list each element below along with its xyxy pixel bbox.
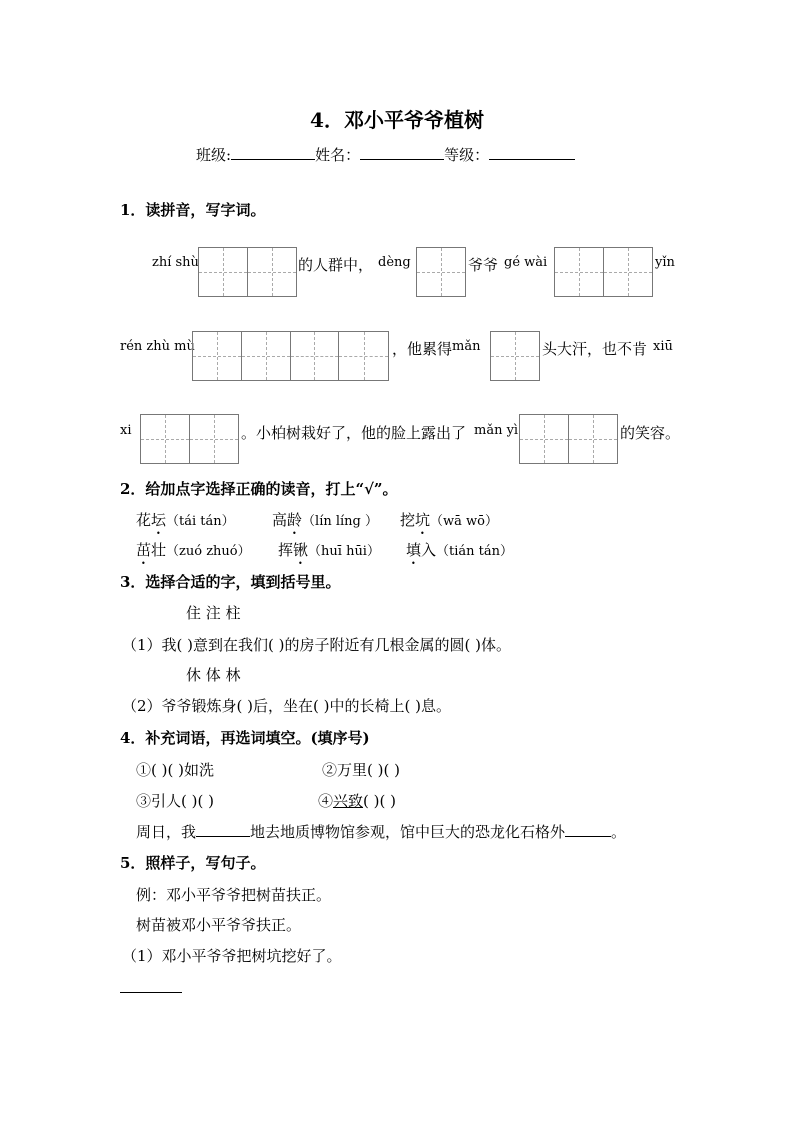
q3-choice-chars: 住 注 柱	[186, 604, 241, 622]
q1-pinyin: xiū	[653, 339, 673, 354]
q1-writing-grid[interactable]	[554, 247, 653, 297]
q1-pinyin: rén zhù mù	[120, 339, 195, 354]
q4-blank[interactable]	[565, 821, 611, 837]
q1-pinyin: zhí shù	[152, 255, 199, 270]
q2-item[interactable]: 茁壮（zuó zhuó）	[136, 541, 251, 559]
q4-word-blank[interactable]: ②万里( )( )	[322, 761, 400, 779]
q1-text: 的人群中，	[298, 256, 374, 274]
q1-writing-grid[interactable]	[140, 414, 239, 464]
class-label: 班级:	[196, 146, 232, 164]
q2-item[interactable]: 高龄（lín líng ）	[272, 511, 378, 529]
q1-text: 的笑容。	[620, 424, 681, 442]
q4-heading: 4．补充词语，再选词填空。(填序号)	[120, 729, 370, 747]
student-info-row	[196, 144, 575, 165]
q1-writing-grid[interactable]	[198, 247, 297, 297]
q4-word-blank[interactable]: ④兴致( )( )	[318, 792, 396, 810]
q2-item[interactable]: 挖坑（wā wō）	[400, 511, 498, 529]
q1-pinyin: gé wài	[504, 255, 548, 270]
q5-item: （1）邓小平爷爷把树坑挖好了。	[122, 947, 342, 965]
q4-word-blank[interactable]: ①( )( )如洗	[136, 761, 214, 779]
q1-heading: 1．读拼音，写字词。	[120, 201, 266, 219]
page-title: 4．邓小平爷爷植树	[310, 108, 484, 132]
q3-heading: 3．选择合适的字，填到括号里。	[120, 573, 341, 591]
q1-text: 爷爷	[468, 256, 499, 274]
q3-sentence[interactable]: （1）我( )意到在我们( )的房子附近有几根金属的圆( )体。	[122, 636, 511, 654]
q1-text: 。小柏树栽好了，他的脸上露出了	[241, 424, 467, 442]
q3-sentence[interactable]: （2）爷爷锻炼身( )后，坐在( )中的长椅上( )息。	[122, 697, 451, 715]
q4-blank[interactable]	[196, 821, 250, 837]
q3-choice-chars: 休 体 林	[186, 666, 241, 684]
q5-answer-line[interactable]	[120, 991, 182, 993]
q1-writing-grid[interactable]	[519, 414, 618, 464]
name-field[interactable]	[360, 144, 444, 160]
q4-word-blank[interactable]: ③引人( )( )	[136, 792, 214, 810]
q1-pinyin: dèng	[378, 255, 411, 270]
q1-pinyin: yǐn	[655, 255, 675, 270]
q2-item[interactable]: 花坛（tái tán）	[136, 511, 235, 529]
q5-heading: 5．照样子，写句子。	[120, 854, 266, 872]
q1-pinyin: mǎn yì	[474, 423, 519, 438]
q1-text: ，他累得	[392, 340, 453, 358]
q1-pinyin: mǎn	[452, 339, 481, 354]
name-label: 姓名：	[315, 146, 361, 164]
class-field[interactable]	[231, 144, 315, 160]
q1-writing-grid[interactable]	[490, 331, 540, 381]
q1-writing-grid[interactable]	[416, 247, 466, 297]
q1-writing-grid[interactable]	[192, 331, 389, 381]
q2-item[interactable]: 挥锹（huī hūi）	[278, 541, 380, 559]
q5-example-answer: 树苗被邓小平爷爷扶正。	[136, 916, 302, 934]
q1-pinyin: xi	[120, 423, 132, 438]
grade-field[interactable]	[489, 144, 575, 160]
q1-text: 头大汗，也不肯	[542, 340, 648, 358]
q2-item[interactable]: 填入（tián tán）	[406, 541, 514, 559]
q5-example: 例：邓小平爷爷把树苗扶正。	[136, 886, 332, 904]
q2-heading: 2．给加点字选择正确的读音，打上“√”。	[120, 480, 398, 498]
grade-label: 等级：	[444, 146, 490, 164]
q4-fill-sentence: 周日，我 地去地质博物馆参观，馆中巨大的恐龙化石格外 。	[136, 823, 627, 841]
